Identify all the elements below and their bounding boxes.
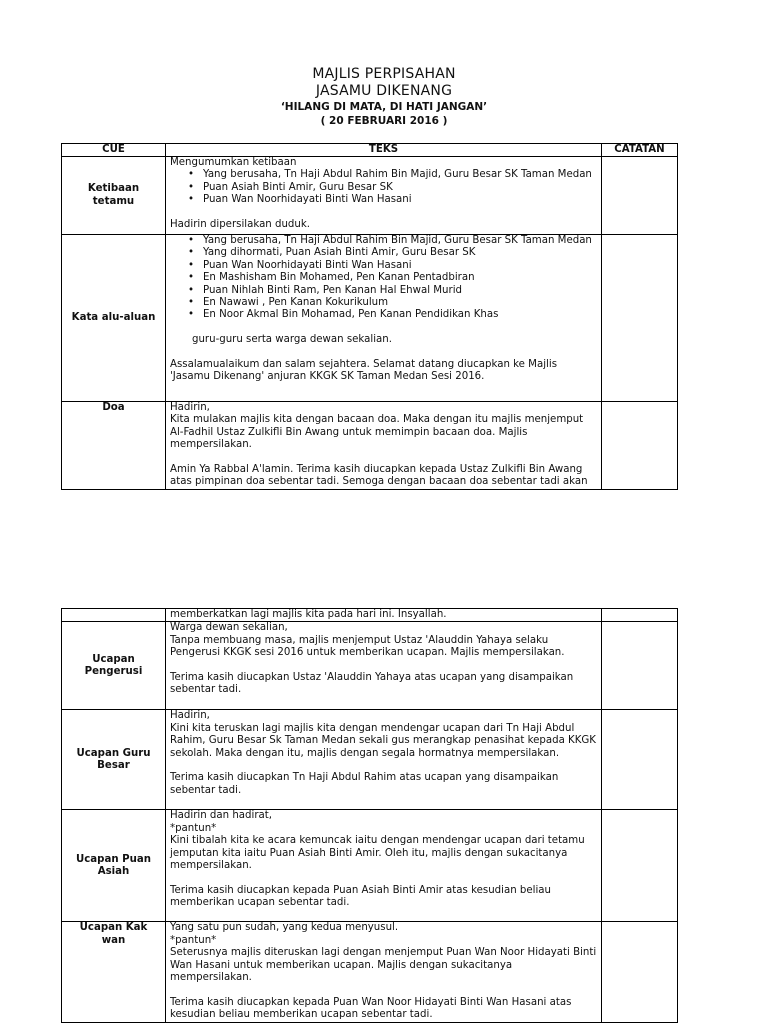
table-row <box>62 235 678 402</box>
text-line: Yang satu pun sudah, yang kedua menyusul. <box>170 922 399 934</box>
paragraph: Terima kasih diucapkan Tn Haji Abdul Rahim atas ucapan yang disampaikan sebentar tadi. <box>170 772 559 796</box>
paragraph: Terima kasih diucapkan kepada Puan Wan Noor Hidayati Binti Wan Hasani atas kesudian beliau memberikan ucapan sebentar tadi. <box>170 996 572 1021</box>
programme-table-page-2 <box>61 608 678 1023</box>
catatan-cell <box>602 922 678 1022</box>
cue-cell: Ketibaan tetamu <box>62 157 166 235</box>
cue-cell: Kata alu-aluan <box>62 235 166 402</box>
table-row <box>62 402 678 490</box>
list-item: • Puan Wan Noorhidayati Binti Wan Hasani <box>203 260 597 272</box>
catatan-cell <box>602 402 678 490</box>
catatan-cell <box>602 810 678 922</box>
catatan-cell <box>602 157 678 235</box>
text-line: Hadirin, <box>170 402 210 413</box>
column-header-cue: CUE <box>62 144 166 157</box>
event-date: ( 20 FEBRUARI 2016 ) <box>320 115 448 127</box>
teks-cell <box>166 157 602 235</box>
document-header <box>0 66 768 128</box>
teks-cell: memberkatkan lagi majlis kita pada hari ini. Insyallah. <box>166 609 602 622</box>
table-row <box>62 710 678 810</box>
paragraph: Terima kasih diucapkan Ustaz 'Alauddin Yahaya atas ucapan yang disampaikan sebentar tadi. <box>170 672 574 696</box>
catatan-cell <box>602 609 678 622</box>
list-item: • Yang dihormati, Puan Asiah Binti Amir, Guru Besar SK <box>203 247 597 259</box>
cue-cell: Ucapan Guru Besar <box>62 710 166 810</box>
list-item: • En Nawawi , Pen Kanan Kokurikulum <box>203 297 597 309</box>
text-line: Hadirin, <box>170 710 210 722</box>
column-header-catatan: CATATAN <box>602 144 678 157</box>
teks-cell <box>166 922 602 1022</box>
bullet-list <box>170 235 597 322</box>
catatan-cell <box>602 235 678 402</box>
teks-cell <box>166 622 602 710</box>
cue-cell: Ucapan Puan Asiah <box>62 810 166 922</box>
list-item: • Puan Wan Noorhidayati Binti Wan Hasani <box>203 194 597 206</box>
paragraph: Kini tibalah kita ke acara kemuncak iaitu dengan mendengar ucapan dari tetamu jemputan kita iaitu Puan Asiah Binti Amir. Oleh itu, majlis dengan sukacitanya mempersilakan. <box>170 835 585 872</box>
list-item: • En Mashisham Bin Mohamed, Pen Kanan Pentadbiran <box>203 272 597 284</box>
list-item: • Puan Asiah Binti Amir, Guru Besar SK <box>203 182 597 194</box>
cue-cell: Ucapan Kak wan <box>62 922 166 1022</box>
paragraph: Assalamualaikum dan salam sejahtera. Selamat datang diucapkan ke Majlis 'Jasamu Dikenang' anjuran KKGK SK Taman Medan Sesi 2016. <box>170 359 558 383</box>
paragraph: Terima kasih diucapkan kepada Puan Asiah Binti Amir atas kesudian beliau memberikan ucapan sebentar tadi. <box>170 884 551 909</box>
column-header-teks: TEKS <box>166 144 602 157</box>
text-line: Hadirin dan hadirat, <box>170 810 272 822</box>
text-line: *pantun* <box>170 934 217 946</box>
cue-cell: Doa <box>62 402 166 490</box>
table-row <box>62 922 678 1022</box>
teks-cell <box>166 710 602 810</box>
text-line: Warga dewan sekalian, <box>170 622 288 634</box>
list-item: • Puan Nihlah Binti Ram, Pen Kanan Hal Ehwal Murid <box>203 285 597 297</box>
cue-cell: Ucapan Pengerusi <box>62 622 166 710</box>
list-item: • Yang berusaha, Tn Haji Abdul Rahim Bin Majid, Guru Besar SK Taman Medan <box>203 235 597 247</box>
table-row <box>62 810 678 922</box>
table-row <box>62 622 678 710</box>
paragraph: Kini kita teruskan lagi majlis kita dengan mendengar ucapan dari Tn Haji Abdul Rahim, Guru Besar Sk Taman Medan sekali gus merangkap penasihat kepada KKGK sekolah. Maka dengan itu, majlis dengan segala hormatnya mempersilakan. <box>170 722 596 759</box>
teks-cell <box>166 235 602 402</box>
list-item: • Yang berusaha, Tn Haji Abdul Rahim Bin Majid, Guru Besar SK Taman Medan <box>203 169 597 181</box>
table-row <box>62 609 678 622</box>
table-row <box>62 157 678 235</box>
catatan-cell <box>602 710 678 810</box>
text-line: Mengumumkan ketibaan <box>170 157 297 168</box>
text-line: Hadirin dipersilakan duduk. <box>170 219 310 231</box>
paragraph: Kita mulakan majlis kita dengan bacaan doa. Maka dengan itu majlis menjemput Al-Fadhil Ustaz Zulkifli Bin Awang untuk memimpin bacaan doa. Majlis mempersilakan. <box>170 414 584 451</box>
bullet-list <box>170 169 597 206</box>
paragraph: Seterusnya majlis diteruskan lagi dengan menjemput Puan Wan Noor Hidayati Binti Wan Hasani untuk memberikan ucapan. Majlis dengan sukacitanya mempersilakan. <box>170 947 597 984</box>
table-header-row <box>62 144 678 157</box>
teks-cell <box>166 402 602 490</box>
programme-table-page-1 <box>61 143 678 490</box>
title-line-1: MAJLIS PERPISAHAN <box>312 66 456 82</box>
catatan-cell <box>602 622 678 710</box>
title-line-2: JASAMU DIKENANG <box>315 83 453 99</box>
cue-cell <box>62 609 166 622</box>
motto: ‘HILANG DI MATA, DI HATI JANGAN’ <box>280 101 488 113</box>
paragraph: Tanpa membuang masa, majlis menjemput Ustaz 'Alauddin Yahaya selaku Pengerusi KKGK sesi 2016 untuk memberikan ucapan. Majlis mempersilakan. <box>170 634 565 659</box>
text-line: guru-guru serta warga dewan sekalian. <box>192 334 392 346</box>
list-item: • En Noor Akmal Bin Mohamad, Pen Kanan Pendidikan Khas <box>203 309 597 321</box>
text-line: *pantun* <box>170 822 217 834</box>
paragraph: Amin Ya Rabbal A'lamin. Terima kasih diucapkan kepada Ustaz Zulkifli Bin Awang atas pimpinan doa sebentar tadi. Semoga dengan bacaan doa sebentar tadi akan <box>170 464 588 488</box>
teks-cell <box>166 810 602 922</box>
